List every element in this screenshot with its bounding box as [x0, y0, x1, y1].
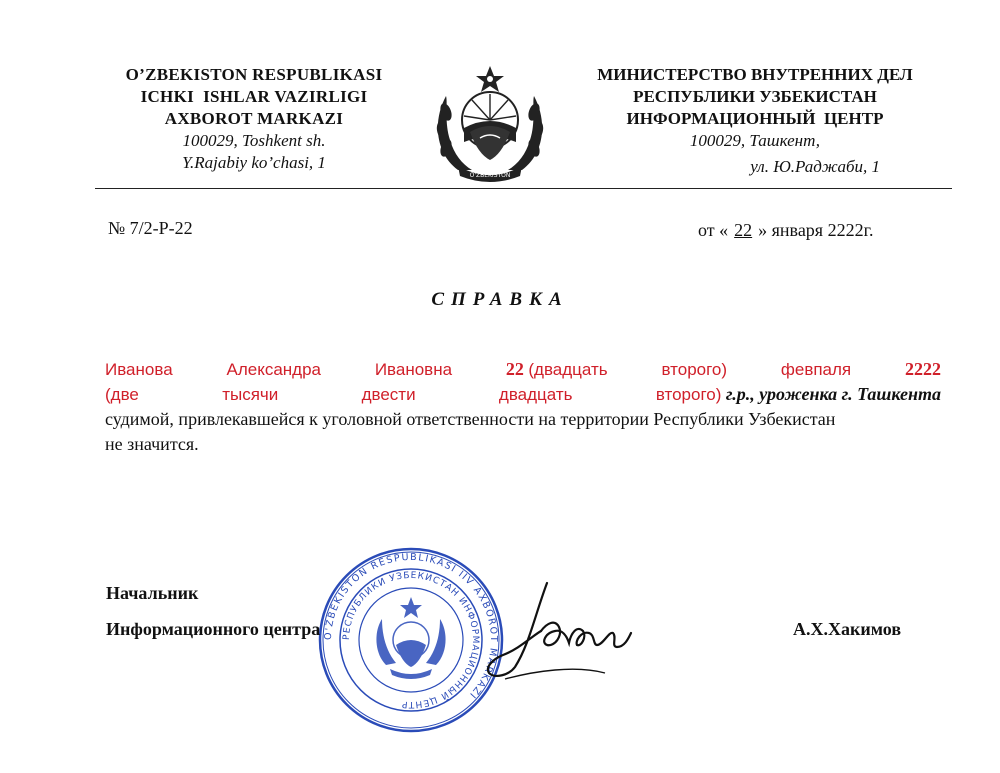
birth-day-words-1: (двадцать	[528, 360, 608, 379]
body-line-3: судимой, привлекавшейся к уголовной ответственности на территории Республики Узбекистан	[105, 409, 836, 429]
header-left-line1: O’ZBEKISTON RESPUBLIKASI	[125, 65, 383, 84]
header-divider	[95, 188, 952, 189]
state-emblem-icon	[428, 62, 552, 186]
header-left-line2: ICHKI ISHLAR VAZIRLIGI	[140, 87, 368, 106]
header-left-block	[95, 64, 413, 174]
birth-month: февпаля	[780, 360, 852, 379]
signatory-position-line2: Информационного центра	[106, 619, 321, 639]
person-surname: Иванова	[105, 360, 173, 379]
birth-year-words-1: (две	[105, 385, 139, 404]
birth-day-words-2: второго)	[661, 360, 728, 379]
official-stamp-icon	[316, 545, 506, 735]
header-right-line1: МИНИСТЕРСТВО ВНУТРЕННИХ ДЕЛ	[597, 65, 913, 84]
header-right-line4: 100029, Ташкент,	[689, 131, 821, 150]
svg-text:РЕСПУБЛИКИ УЗБЕКИСТАН ИНФОРМАЦ	[342, 571, 480, 709]
birth-year: 2222	[904, 359, 941, 379]
birth-place: г.р., уроженка г. Ташкента	[725, 384, 941, 404]
date-year: 2222г.	[827, 220, 874, 240]
birth-day: 22	[505, 359, 524, 379]
signatory-name: А.Х.Хакимов	[793, 619, 902, 639]
document-date	[698, 220, 873, 241]
stamp-inner-text: РЕСПУБЛИКИ УЗБЕКИСТАН ИНФОРМАЦИОННЫЙ ЦЕНТР	[341, 570, 481, 710]
birth-year-words-4: двадцать	[498, 385, 573, 404]
handwritten-signature-icon	[485, 575, 635, 685]
date-suffix: » января	[758, 220, 824, 240]
date-prefix: от «	[698, 220, 729, 240]
person-patronymic: Ивановна	[374, 360, 453, 379]
body-line-4: не значится.	[105, 434, 199, 454]
header-right-line2: РЕСПУБЛИКИ УЗБЕКИСТАН	[633, 87, 877, 106]
certificate-body	[105, 357, 941, 457]
header-left-line3: AXBOROT MARKAZI	[164, 109, 344, 128]
document-number: № 7/2-Р-22	[108, 218, 193, 238]
date-day: 22	[734, 220, 753, 240]
header-right-line3: ИНФОРМАЦИОННЫЙ ЦЕНТР	[626, 109, 884, 128]
emblem-ribbon-label: O'ZBEKISTON	[469, 172, 511, 179]
stamp-outer-text: O'ZBEKISTON RESPUBLIKASI IIV AXBOROT MARKAZI	[322, 551, 500, 702]
header-right-line5: ул. Ю.Раджаби, 1	[750, 157, 880, 176]
body-line-2	[105, 382, 941, 407]
birth-year-words-2: тысячи	[222, 385, 279, 404]
document-title: СПРАВКА	[431, 289, 569, 310]
birth-year-words-5: второго)	[655, 385, 722, 404]
header-left-line4: 100029, Toshkent sh.	[182, 131, 326, 150]
header-right-block	[560, 64, 950, 178]
signatory-position-line1: Начальник	[106, 583, 199, 603]
person-first-name: Александра	[226, 360, 321, 379]
body-line-1	[105, 357, 941, 382]
birth-day-group	[506, 357, 608, 382]
birth-year-words-3: двести	[361, 385, 416, 404]
birth-year-tail-group	[656, 382, 941, 407]
header-left-line5: Y.Rajabiy ko’chasi, 1	[182, 153, 326, 172]
